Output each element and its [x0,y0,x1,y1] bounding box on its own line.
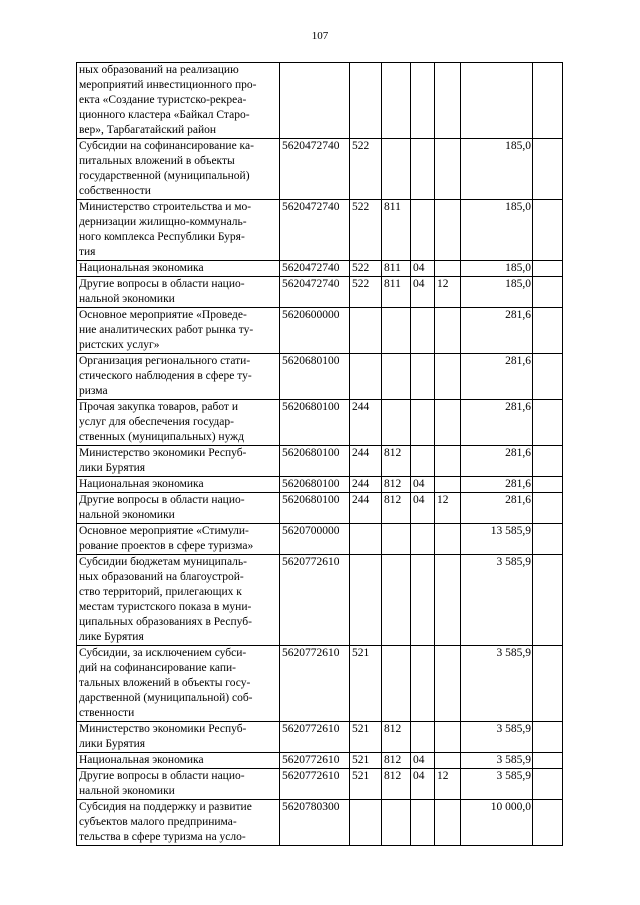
row-section-cell [411,524,435,555]
row-section-cell [411,800,435,846]
row-subsection-cell [435,400,461,446]
row-name-line: Национальная экономика [79,478,204,490]
row-name-cell [77,354,280,400]
row-code-cell: 5620780300 [280,800,350,846]
row-amount-cell: 281,6 [461,400,533,446]
row-expense-type-cell [350,524,382,555]
row-name-line: Другие вопросы в области нацио- [79,770,245,782]
row-name-line: дарственной (муниципальной) соб- [79,692,253,704]
row-name-line: ного комплекса Республики Буря- [79,231,245,243]
row-name-line: ризма [79,385,108,397]
row-ministry-code-cell: 812 [382,477,411,493]
row-subsection-cell [435,753,461,769]
row-subsection-cell [435,800,461,846]
row-name-line: Прочая закупка товаров, работ и [79,401,238,413]
row-name-line: Субсидии, за исключением субси- [79,647,247,659]
row-section-cell [411,308,435,354]
row-amount-cell: 185,0 [461,139,533,200]
row-code-cell: 5620772610 [280,753,350,769]
row-subsection-cell: 12 [435,277,461,308]
row-extra-cell [533,308,563,354]
row-code-cell: 5620772610 [280,555,350,646]
row-code-cell [280,63,350,139]
row-subsection-cell: 12 [435,769,461,800]
row-expense-type-cell: 244 [350,477,382,493]
table-row [77,400,563,446]
row-extra-cell [533,769,563,800]
table-row [77,769,563,800]
row-name-line: питальных вложений в объекты [79,155,235,167]
row-subsection-cell [435,200,461,261]
row-name-line: Национальная экономика [79,754,204,766]
budget-table [76,62,563,846]
row-name-line: нальной экономики [79,785,175,797]
row-extra-cell [533,261,563,277]
row-section-cell: 04 [411,277,435,308]
row-name-line: Основное мероприятие «Стимули- [79,525,249,537]
row-expense-type-cell: 521 [350,769,382,800]
row-name-line: Другие вопросы в области нацио- [79,494,245,506]
row-amount-cell [461,63,533,139]
row-extra-cell [533,354,563,400]
row-subsection-cell: 12 [435,493,461,524]
row-code-cell: 5620472740 [280,200,350,261]
row-name-line: ние аналитических работ рынка ту- [79,324,254,336]
row-code-cell: 5620600000 [280,308,350,354]
row-ministry-code-cell: 812 [382,446,411,477]
row-name-line: мероприятий инвестиционного про- [79,79,257,91]
row-section-cell [411,354,435,400]
row-ministry-code-cell: 811 [382,200,411,261]
table-row [77,308,563,354]
row-expense-type-cell [350,63,382,139]
row-ministry-code-cell: 811 [382,261,411,277]
row-code-cell: 5620472740 [280,261,350,277]
table-row [77,477,563,493]
row-extra-cell [533,753,563,769]
row-expense-type-cell: 521 [350,646,382,722]
row-name-cell [77,800,280,846]
row-expense-type-cell: 244 [350,400,382,446]
row-name-line: тия [79,246,96,258]
row-expense-type-cell [350,800,382,846]
row-section-cell [411,139,435,200]
row-name-line: лике Бурятия [79,631,144,643]
row-name-line: нальной экономики [79,509,175,521]
row-name-line: ство территорий, прилегающих к [79,586,242,598]
row-extra-cell [533,646,563,722]
row-code-cell: 5620772610 [280,722,350,753]
row-code-cell: 5620680100 [280,400,350,446]
table-row [77,63,563,139]
row-ministry-code-cell [382,524,411,555]
row-name-line: Другие вопросы в области нацио- [79,278,245,290]
row-amount-cell: 3 585,9 [461,769,533,800]
row-name-cell [77,722,280,753]
table-row [77,354,563,400]
row-section-cell [411,63,435,139]
row-section-cell: 04 [411,753,435,769]
row-name-line: Основное мероприятие «Проведе- [79,309,247,321]
row-ministry-code-cell [382,555,411,646]
row-ministry-code-cell [382,646,411,722]
row-subsection-cell [435,555,461,646]
row-name-line: нальной экономики [79,293,175,305]
row-subsection-cell [435,477,461,493]
row-name-line: ных образований на реализацию [79,64,239,76]
row-amount-cell: 13 585,9 [461,524,533,555]
row-ministry-code-cell [382,800,411,846]
row-ministry-code-cell: 812 [382,722,411,753]
table-row [77,753,563,769]
row-subsection-cell [435,524,461,555]
row-amount-cell: 281,6 [461,493,533,524]
row-name-cell [77,261,280,277]
row-name-line: дернизации жилищно-коммуналь- [79,216,247,228]
row-name-line: Министерство экономики Респуб- [79,723,247,735]
table-row [77,446,563,477]
row-name-cell [77,769,280,800]
row-section-cell [411,555,435,646]
row-section-cell: 04 [411,477,435,493]
row-name-line: рование проектов в сфере туризма» [79,540,254,552]
table-row [77,277,563,308]
row-extra-cell [533,524,563,555]
row-expense-type-cell [350,308,382,354]
table-row [77,524,563,555]
table-row [77,139,563,200]
row-expense-type-cell: 521 [350,753,382,769]
row-name-cell [77,277,280,308]
row-name-line: тельства в сфере туризма на усло- [79,831,246,843]
row-name-line: лики Бурятия [79,738,146,750]
row-expense-type-cell: 522 [350,277,382,308]
row-extra-cell [533,446,563,477]
table-row [77,200,563,261]
row-extra-cell [533,200,563,261]
row-name-cell [77,493,280,524]
row-code-cell: 5620680100 [280,493,350,524]
page-number: 107 [311,30,329,42]
row-name-line: Субсидия на поддержку и развитие [79,801,252,813]
row-name-line: ных образований на благоустрой- [79,571,244,583]
row-ministry-code-cell [382,308,411,354]
row-expense-type-cell: 244 [350,493,382,524]
row-subsection-cell [435,63,461,139]
row-extra-cell [533,139,563,200]
row-subsection-cell [435,261,461,277]
row-code-cell: 5620772610 [280,646,350,722]
row-expense-type-cell: 521 [350,722,382,753]
row-code-cell: 5620680100 [280,354,350,400]
row-name-line: ционного кластера «Байкал Старо- [79,109,250,121]
row-ministry-code-cell: 812 [382,493,411,524]
row-extra-cell [533,800,563,846]
row-name-line: Министерство экономики Респуб- [79,447,247,459]
row-name-line: вер», Тарбагатайский район [79,124,217,136]
row-amount-cell: 281,6 [461,308,533,354]
row-expense-type-cell [350,555,382,646]
row-code-cell: 5620680100 [280,446,350,477]
row-name-cell [77,753,280,769]
row-name-line: Организация регионального стати- [79,355,251,367]
row-expense-type-cell: 522 [350,139,382,200]
row-name-line: государственной (муниципальной) [79,170,250,182]
row-amount-cell: 185,0 [461,277,533,308]
row-name-cell [77,63,280,139]
row-code-cell: 5620772610 [280,769,350,800]
row-expense-type-cell [350,354,382,400]
row-section-cell: 04 [411,493,435,524]
budget-table-body [77,63,563,846]
table-row [77,261,563,277]
row-amount-cell: 10 000,0 [461,800,533,846]
table-row [77,722,563,753]
row-name-cell [77,646,280,722]
row-name-line: собственности [79,185,151,197]
row-name-line: Министерство строительства и мо- [79,201,252,213]
row-name-line: услуг для обеспечения государ- [79,416,234,428]
row-amount-cell: 3 585,9 [461,722,533,753]
row-extra-cell [533,400,563,446]
row-name-cell [77,477,280,493]
table-row [77,800,563,846]
row-code-cell: 5620472740 [280,277,350,308]
row-name-line: Национальная экономика [79,262,204,274]
table-row [77,646,563,722]
row-name-cell [77,524,280,555]
row-section-cell [411,446,435,477]
row-name-line: ственности [79,707,135,719]
row-subsection-cell [435,446,461,477]
row-ministry-code-cell: 812 [382,769,411,800]
row-ministry-code-cell [382,354,411,400]
row-name-line: Субсидии бюджетам муниципаль- [79,556,247,568]
row-extra-cell [533,277,563,308]
row-amount-cell: 3 585,9 [461,555,533,646]
row-name-line: ципальных образованиях в Респуб- [79,616,252,628]
row-name-cell [77,400,280,446]
row-subsection-cell [435,139,461,200]
row-subsection-cell [435,722,461,753]
row-subsection-cell [435,354,461,400]
row-section-cell [411,722,435,753]
row-name-cell [77,555,280,646]
row-amount-cell: 281,6 [461,446,533,477]
row-expense-type-cell: 522 [350,200,382,261]
row-expense-type-cell: 244 [350,446,382,477]
row-expense-type-cell: 522 [350,261,382,277]
row-section-cell: 04 [411,261,435,277]
row-ministry-code-cell [382,139,411,200]
row-subsection-cell [435,308,461,354]
row-name-line: стического наблюдения в сфере ту- [79,370,252,382]
row-section-cell [411,200,435,261]
row-code-cell: 5620680100 [280,477,350,493]
row-name-line: ственных (муниципальных) нужд [79,431,244,443]
row-amount-cell: 281,6 [461,354,533,400]
row-code-cell: 5620472740 [280,139,350,200]
row-name-line: Субсидии на софинансирование ка- [79,140,254,152]
row-name-line: екта «Создание туристско-рекреа- [79,94,247,106]
row-name-line: дий на софинансирование капи- [79,662,236,674]
row-extra-cell [533,555,563,646]
row-name-line: тальных вложений в объекты госу- [79,677,251,689]
row-name-cell [77,308,280,354]
row-ministry-code-cell: 812 [382,753,411,769]
row-section-cell [411,400,435,446]
row-name-line: ристских услуг» [79,339,160,351]
table-row [77,493,563,524]
row-amount-cell: 185,0 [461,261,533,277]
row-name-cell [77,200,280,261]
row-name-line: субъектов малого предпринима- [79,816,237,828]
row-extra-cell [533,493,563,524]
row-extra-cell [533,477,563,493]
row-extra-cell [533,722,563,753]
row-section-cell [411,646,435,722]
row-amount-cell: 3 585,9 [461,753,533,769]
row-ministry-code-cell: 811 [382,277,411,308]
row-name-line: лики Бурятия [79,462,146,474]
row-name-line: местам туристского показа в муни- [79,601,252,613]
row-section-cell: 04 [411,769,435,800]
row-name-cell [77,139,280,200]
row-amount-cell: 3 585,9 [461,646,533,722]
row-code-cell: 5620700000 [280,524,350,555]
row-ministry-code-cell [382,63,411,139]
table-row [77,555,563,646]
row-ministry-code-cell [382,400,411,446]
row-name-cell [77,446,280,477]
row-extra-cell [533,63,563,139]
row-amount-cell: 281,6 [461,477,533,493]
row-subsection-cell [435,646,461,722]
row-amount-cell: 185,0 [461,200,533,261]
